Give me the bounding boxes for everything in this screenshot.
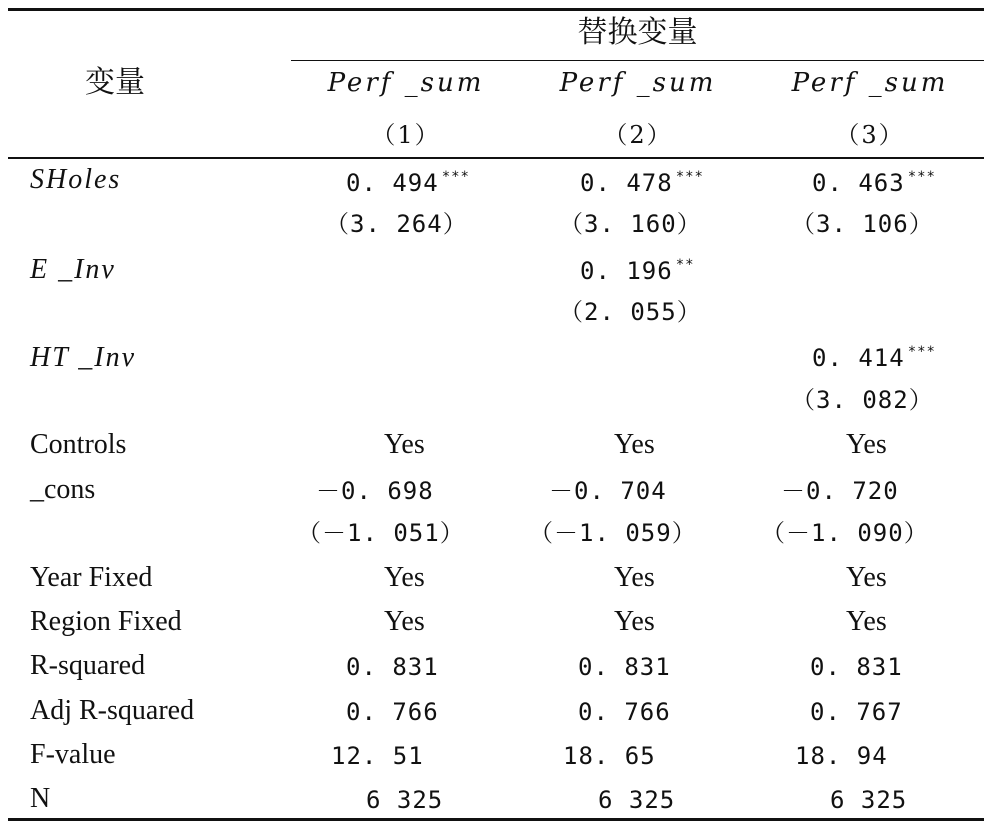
controls-3: Yes — [846, 429, 887, 460]
ht-inv-coef-3: 0. 414 *** — [812, 344, 936, 372]
row-label-n: N — [30, 783, 51, 814]
year-fixed-1: Yes — [384, 562, 425, 593]
row-label-ht-inv: HT _Inv — [30, 342, 137, 373]
column-1-number: （1） — [371, 121, 441, 149]
r-squared-2: 0. 831 — [578, 653, 671, 681]
column-1-header: Perf _sum — [327, 68, 485, 98]
n-2: 6 325 — [598, 786, 676, 814]
cons-coef-3: －0. 720 — [781, 477, 899, 505]
r-squared-1: 0. 831 — [346, 653, 439, 681]
row-label-cons: _cons — [30, 474, 96, 505]
year-fixed-2: Yes — [614, 562, 655, 593]
region-fixed-2: Yes — [614, 606, 655, 637]
cons-t-2: （－1. 059） — [529, 519, 697, 547]
row-label-controls: Controls — [30, 429, 127, 460]
column-2-header: Perf _sum — [559, 68, 717, 98]
column-3-number: （3） — [835, 121, 905, 149]
ht-inv-t-3: （3. 082） — [791, 386, 934, 414]
row-label-region-fixed: Region Fixed — [30, 606, 182, 637]
cons-t-3: （－1. 090） — [761, 519, 929, 547]
region-fixed-1: Yes — [384, 606, 425, 637]
sholes-t-2: （3. 160） — [559, 210, 702, 238]
year-fixed-3: Yes — [846, 562, 887, 593]
cons-coef-1: －0. 698 — [316, 477, 434, 505]
header-bottom-rule — [8, 157, 984, 159]
row-label-sholes: SHoles — [30, 164, 122, 195]
row-label-year-fixed: Year Fixed — [30, 562, 153, 593]
controls-1: Yes — [384, 429, 425, 460]
sholes-t-1: （3. 264） — [325, 210, 468, 238]
f-value-2: 18. 65 — [563, 742, 656, 770]
sholes-t-3: （3. 106） — [791, 210, 934, 238]
group-header: 替换变量 — [577, 15, 698, 50]
sholes-coef-2: 0. 478 *** — [580, 169, 704, 197]
cons-coef-2: －0. 704 — [549, 477, 667, 505]
cons-t-1: （－1. 051） — [297, 519, 465, 547]
column-3-header: Perf _sum — [791, 68, 949, 98]
row-label-f-value: F-value — [30, 739, 116, 770]
row-label-adj-r-squared: Adj R-squared — [30, 695, 195, 726]
row-label-e-inv: E _Inv — [30, 254, 116, 285]
region-fixed-3: Yes — [846, 606, 887, 637]
variable-column-header: 变量 — [85, 65, 145, 100]
table-bottom-rule — [8, 818, 984, 821]
r-squared-3: 0. 831 — [810, 653, 903, 681]
row-label-r-squared: R-squared — [30, 650, 146, 681]
adj-r-squared-3: 0. 767 — [810, 698, 903, 726]
controls-2: Yes — [614, 429, 655, 460]
column-2-number: （2） — [603, 121, 673, 149]
n-1: 6 325 — [366, 786, 444, 814]
f-value-3: 18. 94 — [795, 742, 888, 770]
sholes-coef-3: 0. 463 *** — [812, 169, 936, 197]
sholes-coef-1: 0. 494 *** — [346, 169, 470, 197]
group-underline — [291, 60, 984, 61]
n-3: 6 325 — [830, 786, 908, 814]
e-inv-t-2: （2. 055） — [559, 298, 702, 326]
adj-r-squared-1: 0. 766 — [346, 698, 439, 726]
adj-r-squared-2: 0. 766 — [578, 698, 671, 726]
e-inv-coef-2: 0. 196 ** — [580, 257, 695, 285]
f-value-1: 12. 51 — [331, 742, 424, 770]
table-top-rule — [8, 8, 984, 11]
